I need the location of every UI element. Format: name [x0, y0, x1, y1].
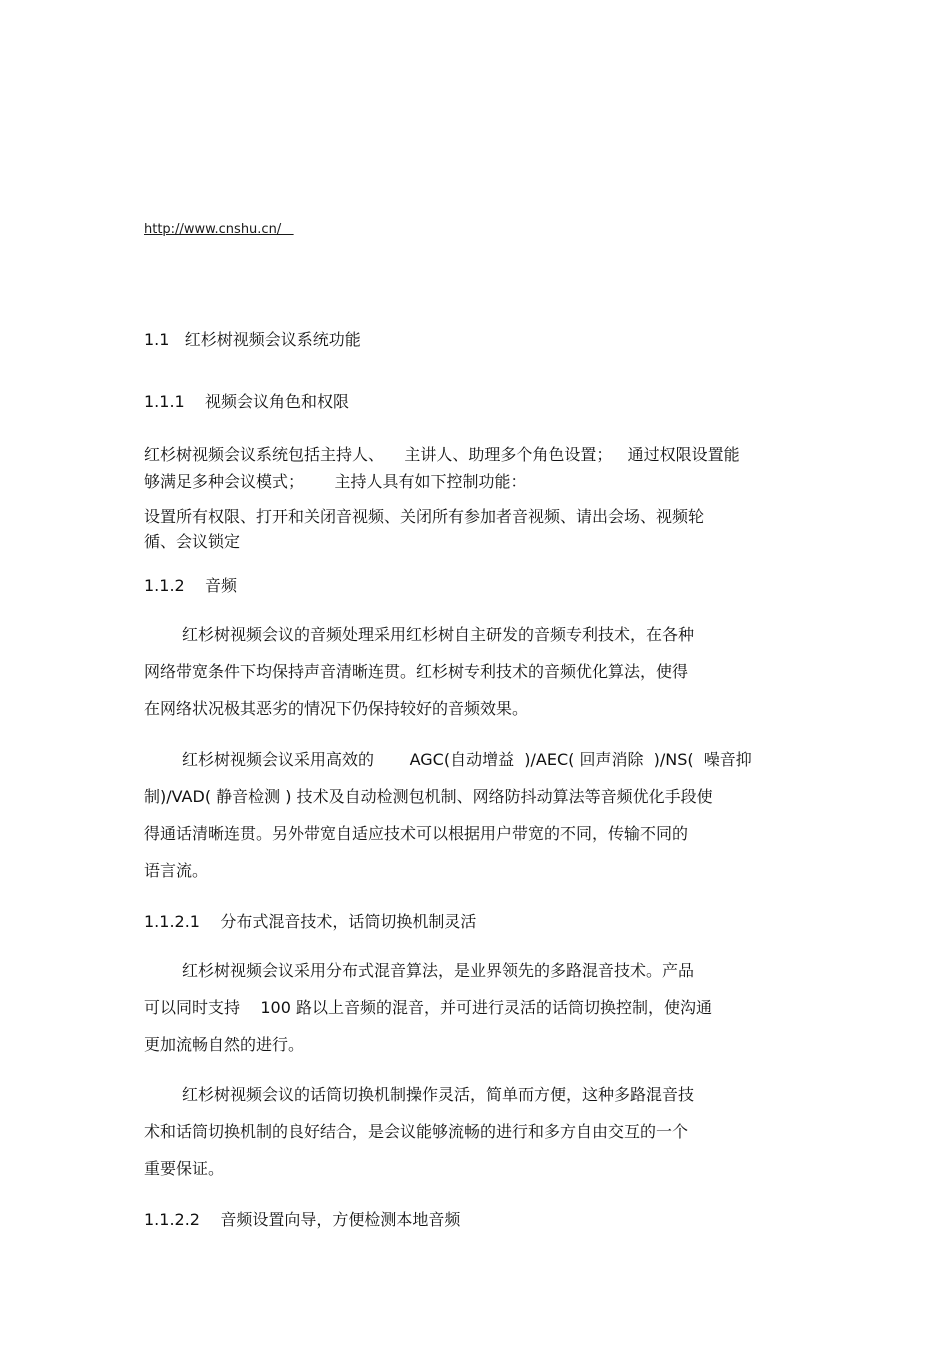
paragraph-line: 网络带宽条件下均保持声音清晰连贯。红杉树专利技术的音频优化算法，使得 — [144, 662, 689, 681]
section-heading-1-1: 1.1 红杉树视频会议系统功能 — [144, 330, 361, 349]
paragraph-line: 红杉树视频会议的话筒切换机制操作灵活，简单而方便，这种多路混音技 — [182, 1085, 695, 1104]
section-heading-1-1-2: 1.1.2 音频 — [144, 576, 238, 595]
paragraph-line: 红杉树视频会议系统包括主持人、 主讲人、助理多个角色设置； 通过权限设置能 — [144, 445, 740, 464]
paragraph-line: 得通话清晰连贯。另外带宽自适应技术可以根据用户带宽的不同，传输不同的 — [144, 824, 689, 843]
paragraph-line: 语言流。 — [144, 861, 209, 880]
paragraph-line: 红杉树视频会议采用分布式混音算法，是业界领先的多路混音技术。产品 — [182, 961, 695, 980]
paragraph-line: 够满足多种会议模式； 主持人具有如下控制功能： — [144, 472, 527, 491]
paragraph-line: 制)/VAD( 静音检测 ) 技术及自动检测包机制、网络防抖动算法等音频优化手段使 — [144, 787, 713, 806]
paragraph-line: 可以同时支持 100 路以上音频的混音，并可进行灵活的话筒切换控制，使沟通 — [144, 998, 712, 1017]
section-heading-1-1-2-2: 1.1.2.2 音频设置向导，方便检测本地音频 — [144, 1210, 461, 1229]
paragraph-line: 红杉树视频会议的音频处理采用红杉树自主研发的音频专利技术，在各种 — [182, 625, 695, 644]
paragraph-line: 术和话筒切换机制的良好结合，是会议能够流畅的进行和多方自由交互的一个 — [144, 1122, 689, 1141]
header-url-link[interactable]: http://www.cnshu.cn/ — [144, 222, 294, 237]
paragraph-line: 设置所有权限、打开和关闭音视频、关闭所有参加者音视频、请出会场、视频轮 — [144, 507, 705, 526]
section-heading-1-1-2-1: 1.1.2.1 分布式混音技术，话筒切换机制灵活 — [144, 912, 477, 931]
paragraph-line: 循、会议锁定 — [144, 532, 241, 551]
paragraph-line: 重要保证。 — [144, 1159, 225, 1178]
paragraph-line: 更加流畅自然的进行。 — [144, 1035, 305, 1054]
paragraph-line: 红杉树视频会议采用高效的 AGC(自动增益 )/AEC( 回声消除 )/NS( 噪音抑 — [182, 750, 752, 769]
section-heading-1-1-1: 1.1.1 视频会议角色和权限 — [144, 392, 350, 411]
paragraph-line: 在网络状况极其恶劣的情况下仍保持较好的音频效果。 — [144, 699, 529, 718]
